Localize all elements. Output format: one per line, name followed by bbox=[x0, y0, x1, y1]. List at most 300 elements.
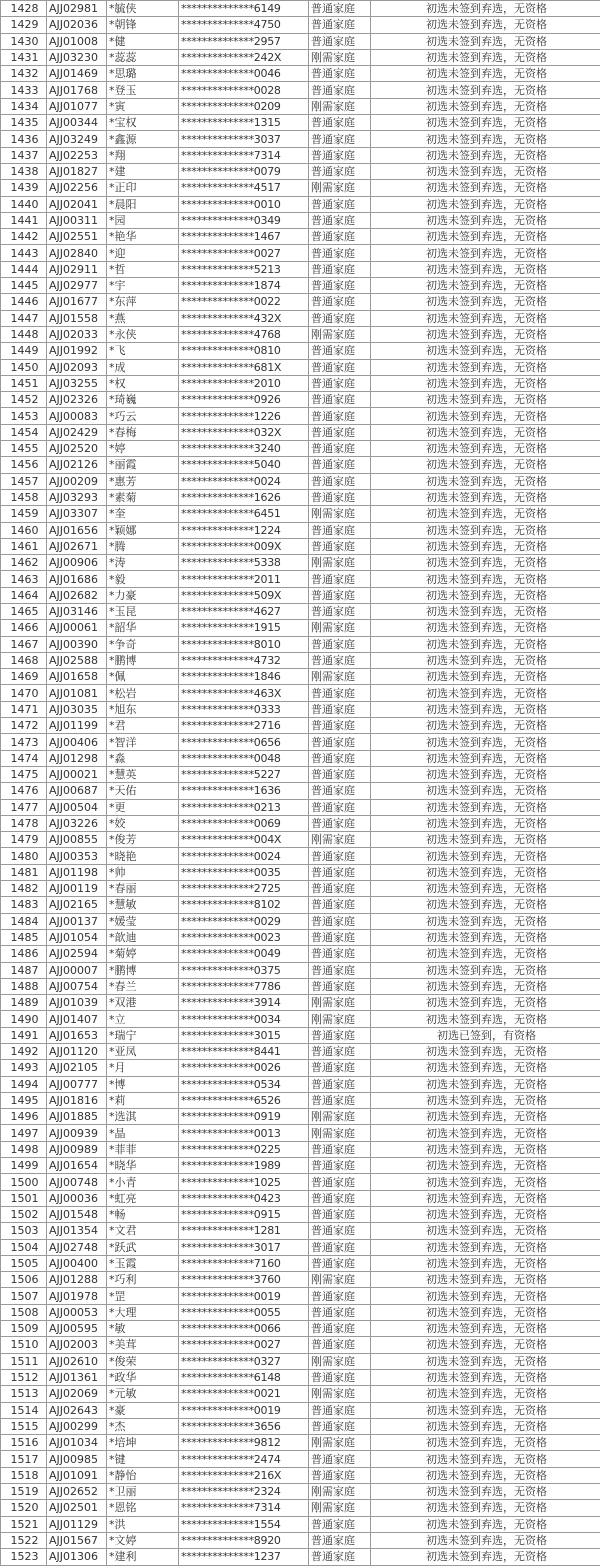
cell-serial-number: 1519 bbox=[1, 1484, 47, 1500]
cell-applicant-name: *跃武 bbox=[107, 1239, 179, 1255]
cell-serial-number: 1485 bbox=[1, 929, 47, 945]
table-row bbox=[1, 571, 600, 587]
cell-family-type: 刚需家庭 bbox=[309, 98, 371, 114]
cell-serial-number: 1496 bbox=[1, 1109, 47, 1125]
cell-qualification-status: 初选未签到弃选，无资格 bbox=[371, 1092, 600, 1108]
cell-qualification-status: 初选未签到弃选，无资格 bbox=[371, 212, 600, 228]
cell-family-type: 刚需家庭 bbox=[309, 1125, 371, 1141]
cell-masked-id-number: **************0034 bbox=[179, 1011, 309, 1027]
cell-masked-id-number: **************7314 bbox=[179, 1500, 309, 1516]
cell-serial-number: 1478 bbox=[1, 815, 47, 831]
cell-masked-id-number: **************1915 bbox=[179, 620, 309, 636]
cell-masked-id-number: **************0810 bbox=[179, 343, 309, 359]
cell-qualification-status: 初选已签到，有资格 bbox=[371, 1027, 600, 1043]
cell-masked-id-number: **************0010 bbox=[179, 196, 309, 212]
table-row bbox=[1, 359, 600, 375]
cell-family-type: 普通家庭 bbox=[309, 538, 371, 554]
table-row bbox=[1, 669, 600, 685]
cell-serial-number: 1446 bbox=[1, 294, 47, 310]
table-row bbox=[1, 555, 600, 571]
cell-qualification-status: 初选未签到弃选，无资格 bbox=[371, 115, 600, 131]
cell-masked-id-number: **************3914 bbox=[179, 995, 309, 1011]
cell-qualification-status: 初选未签到弃选，无资格 bbox=[371, 294, 600, 310]
cell-qualification-status: 初选未签到弃选，无资格 bbox=[371, 1467, 600, 1483]
cell-application-code: AJJ01548 bbox=[47, 1206, 107, 1222]
cell-application-code: AJJ00906 bbox=[47, 555, 107, 571]
table-row bbox=[1, 685, 600, 701]
cell-masked-id-number: **************0035 bbox=[179, 864, 309, 880]
cell-serial-number: 1472 bbox=[1, 718, 47, 734]
cell-qualification-status: 初选未签到弃选，无资格 bbox=[371, 1239, 600, 1255]
cell-masked-id-number: **************0055 bbox=[179, 1304, 309, 1320]
cell-qualification-status: 初选未签到弃选，无资格 bbox=[371, 1174, 600, 1190]
cell-serial-number: 1502 bbox=[1, 1206, 47, 1222]
cell-serial-number: 1445 bbox=[1, 278, 47, 294]
cell-family-type: 普通家庭 bbox=[309, 1451, 371, 1467]
cell-family-type: 刚需家庭 bbox=[309, 1109, 371, 1125]
cell-application-code: AJJ02748 bbox=[47, 1239, 107, 1255]
table-row bbox=[1, 424, 600, 440]
cell-applicant-name: *朝锋 bbox=[107, 17, 179, 33]
cell-masked-id-number: **************8102 bbox=[179, 897, 309, 913]
cell-qualification-status: 初选未签到弃选，无资格 bbox=[371, 848, 600, 864]
cell-masked-id-number: **************1226 bbox=[179, 408, 309, 424]
cell-qualification-status: 初选未签到弃选，无资格 bbox=[371, 506, 600, 522]
table-row bbox=[1, 1402, 600, 1418]
table-row bbox=[1, 1190, 600, 1206]
cell-applicant-name: *晨阳 bbox=[107, 196, 179, 212]
table-row bbox=[1, 1076, 600, 1092]
cell-masked-id-number: **************5040 bbox=[179, 457, 309, 473]
table-row bbox=[1, 832, 600, 848]
cell-application-code: AJJ02551 bbox=[47, 229, 107, 245]
cell-family-type: 普通家庭 bbox=[309, 1467, 371, 1483]
cell-qualification-status: 初选未签到弃选，无资格 bbox=[371, 1223, 600, 1239]
cell-application-code: AJJ00595 bbox=[47, 1321, 107, 1337]
cell-applicant-name: *鹏博 bbox=[107, 962, 179, 978]
cell-serial-number: 1504 bbox=[1, 1239, 47, 1255]
cell-qualification-status: 初选未签到弃选，无资格 bbox=[371, 1386, 600, 1402]
table-row bbox=[1, 750, 600, 766]
cell-family-type: 普通家庭 bbox=[309, 1402, 371, 1418]
cell-application-code: AJJ01567 bbox=[47, 1532, 107, 1548]
cell-masked-id-number: **************0024 bbox=[179, 848, 309, 864]
cell-qualification-status: 初选未签到弃选，无资格 bbox=[371, 441, 600, 457]
cell-family-type: 普通家庭 bbox=[309, 946, 371, 962]
cell-masked-id-number: **************1315 bbox=[179, 115, 309, 131]
cell-qualification-status: 初选未签到弃选，无资格 bbox=[371, 131, 600, 147]
cell-serial-number: 1433 bbox=[1, 82, 47, 98]
table-row bbox=[1, 1532, 600, 1548]
cell-masked-id-number: **************216X bbox=[179, 1467, 309, 1483]
table-body bbox=[1, 1, 600, 1566]
cell-application-code: AJJ02682 bbox=[47, 587, 107, 603]
table-row bbox=[1, 1500, 600, 1516]
cell-serial-number: 1434 bbox=[1, 98, 47, 114]
cell-applicant-name: *俊荣 bbox=[107, 1353, 179, 1369]
cell-serial-number: 1464 bbox=[1, 587, 47, 603]
cell-qualification-status: 初选未签到弃选，无资格 bbox=[371, 261, 600, 277]
table-row bbox=[1, 603, 600, 619]
cell-family-type: 刚需家庭 bbox=[309, 326, 371, 342]
cell-family-type: 普通家庭 bbox=[309, 1158, 371, 1174]
table-row bbox=[1, 1027, 600, 1043]
cell-application-code: AJJ02041 bbox=[47, 196, 107, 212]
table-row bbox=[1, 1386, 600, 1402]
cell-masked-id-number: **************4750 bbox=[179, 17, 309, 33]
cell-application-code: AJJ00390 bbox=[47, 636, 107, 652]
cell-application-code: AJJ01654 bbox=[47, 1158, 107, 1174]
cell-application-code: AJJ02105 bbox=[47, 1060, 107, 1076]
cell-masked-id-number: **************1467 bbox=[179, 229, 309, 245]
cell-serial-number: 1429 bbox=[1, 17, 47, 33]
cell-serial-number: 1466 bbox=[1, 620, 47, 636]
cell-qualification-status: 初选未签到弃选，无资格 bbox=[371, 750, 600, 766]
cell-applicant-name: *政华 bbox=[107, 1369, 179, 1385]
cell-application-code: AJJ02671 bbox=[47, 538, 107, 554]
cell-serial-number: 1455 bbox=[1, 441, 47, 457]
cell-qualification-status: 初选未签到弃选，无资格 bbox=[371, 1109, 600, 1125]
cell-application-code: AJJ00137 bbox=[47, 913, 107, 929]
table-row bbox=[1, 897, 600, 913]
cell-masked-id-number: **************0349 bbox=[179, 212, 309, 228]
cell-application-code: AJJ00053 bbox=[47, 1304, 107, 1320]
cell-application-code: AJJ02003 bbox=[47, 1337, 107, 1353]
cell-qualification-status: 初选未签到弃选，无资格 bbox=[371, 326, 600, 342]
cell-qualification-status: 初选未签到弃选，无资格 bbox=[371, 929, 600, 945]
table-row bbox=[1, 278, 600, 294]
cell-applicant-name: *健 bbox=[107, 33, 179, 49]
cell-serial-number: 1475 bbox=[1, 766, 47, 782]
cell-serial-number: 1443 bbox=[1, 245, 47, 261]
table-row bbox=[1, 881, 600, 897]
table-row bbox=[1, 66, 600, 82]
cell-applicant-name: *博 bbox=[107, 1076, 179, 1092]
cell-masked-id-number: **************0375 bbox=[179, 962, 309, 978]
cell-applicant-name: *佩 bbox=[107, 669, 179, 685]
table-row bbox=[1, 1484, 600, 1500]
cell-masked-id-number: **************8920 bbox=[179, 1532, 309, 1548]
cell-applicant-name: *争奇 bbox=[107, 636, 179, 652]
cell-application-code: AJJ02588 bbox=[47, 652, 107, 668]
cell-qualification-status: 初选未签到弃选，无资格 bbox=[371, 538, 600, 554]
cell-applicant-name: *玉霞 bbox=[107, 1255, 179, 1271]
cell-family-type: 刚需家庭 bbox=[309, 832, 371, 848]
cell-application-code: AJJ01558 bbox=[47, 310, 107, 326]
cell-applicant-name: *立 bbox=[107, 1011, 179, 1027]
cell-family-type: 普通家庭 bbox=[309, 652, 371, 668]
cell-serial-number: 1498 bbox=[1, 1141, 47, 1157]
cell-family-type: 普通家庭 bbox=[309, 1549, 371, 1565]
cell-serial-number: 1503 bbox=[1, 1223, 47, 1239]
cell-family-type: 普通家庭 bbox=[309, 571, 371, 587]
cell-application-code: AJJ00209 bbox=[47, 473, 107, 489]
cell-serial-number: 1506 bbox=[1, 1272, 47, 1288]
cell-masked-id-number: **************0022 bbox=[179, 294, 309, 310]
cell-applicant-name: *鹏博 bbox=[107, 652, 179, 668]
cell-serial-number: 1516 bbox=[1, 1435, 47, 1451]
cell-serial-number: 1507 bbox=[1, 1288, 47, 1304]
cell-family-type: 刚需家庭 bbox=[309, 1435, 371, 1451]
cell-application-code: AJJ02501 bbox=[47, 1500, 107, 1516]
cell-serial-number: 1490 bbox=[1, 1011, 47, 1027]
cell-application-code: AJJ01198 bbox=[47, 864, 107, 880]
cell-qualification-status: 初选未签到弃选，无资格 bbox=[371, 701, 600, 717]
cell-applicant-name: *淼 bbox=[107, 750, 179, 766]
cell-masked-id-number: **************0069 bbox=[179, 815, 309, 831]
cell-applicant-name: *罡 bbox=[107, 1288, 179, 1304]
cell-applicant-name: *美茸 bbox=[107, 1337, 179, 1353]
table-row bbox=[1, 1, 600, 17]
cell-qualification-status: 初选未签到弃选，无资格 bbox=[371, 1516, 600, 1532]
cell-qualification-status: 初选未签到弃选，无资格 bbox=[371, 636, 600, 652]
cell-applicant-name: *巧云 bbox=[107, 408, 179, 424]
table-row bbox=[1, 636, 600, 652]
cell-application-code: AJJ01686 bbox=[47, 571, 107, 587]
cell-application-code: AJJ03249 bbox=[47, 131, 107, 147]
cell-family-type: 普通家庭 bbox=[309, 310, 371, 326]
cell-masked-id-number: **************2324 bbox=[179, 1484, 309, 1500]
cell-applicant-name: *春兰 bbox=[107, 978, 179, 994]
cell-serial-number: 1509 bbox=[1, 1321, 47, 1337]
cell-qualification-status: 初选未签到弃选，无资格 bbox=[371, 766, 600, 782]
cell-qualification-status: 初选未签到弃选，无资格 bbox=[371, 1500, 600, 1516]
cell-applicant-name: *慧英 bbox=[107, 766, 179, 782]
cell-family-type: 刚需家庭 bbox=[309, 1386, 371, 1402]
cell-family-type: 普通家庭 bbox=[309, 1321, 371, 1337]
cell-application-code: AJJ01034 bbox=[47, 1435, 107, 1451]
cell-applicant-name: *建 bbox=[107, 163, 179, 179]
cell-serial-number: 1520 bbox=[1, 1500, 47, 1516]
cell-application-code: AJJ01091 bbox=[47, 1467, 107, 1483]
cell-masked-id-number: **************0079 bbox=[179, 163, 309, 179]
cell-masked-id-number: **************009X bbox=[179, 538, 309, 554]
cell-application-code: AJJ02429 bbox=[47, 424, 107, 440]
cell-serial-number: 1469 bbox=[1, 669, 47, 685]
cell-applicant-name: *翔 bbox=[107, 147, 179, 163]
cell-applicant-name: *晓华 bbox=[107, 1158, 179, 1174]
cell-applicant-name: *静怡 bbox=[107, 1467, 179, 1483]
cell-qualification-status: 初选未签到弃选，无资格 bbox=[371, 147, 600, 163]
cell-application-code: AJJ01199 bbox=[47, 718, 107, 734]
cell-family-type: 普通家庭 bbox=[309, 424, 371, 440]
cell-application-code: AJJ00748 bbox=[47, 1174, 107, 1190]
cell-family-type: 普通家庭 bbox=[309, 1, 371, 17]
table-row bbox=[1, 82, 600, 98]
cell-masked-id-number: **************0019 bbox=[179, 1402, 309, 1418]
cell-qualification-status: 初选未签到弃选，无资格 bbox=[371, 995, 600, 1011]
cell-qualification-status: 初选未签到弃选，无资格 bbox=[371, 82, 600, 98]
cell-application-code: AJJ02126 bbox=[47, 457, 107, 473]
cell-family-type: 普通家庭 bbox=[309, 1288, 371, 1304]
table-row bbox=[1, 1288, 600, 1304]
cell-serial-number: 1497 bbox=[1, 1125, 47, 1141]
cell-serial-number: 1476 bbox=[1, 783, 47, 799]
cell-applicant-name: *小青 bbox=[107, 1174, 179, 1190]
cell-applicant-name: *文君 bbox=[107, 1223, 179, 1239]
cell-serial-number: 1463 bbox=[1, 571, 47, 587]
cell-application-code: AJJ01039 bbox=[47, 995, 107, 1011]
cell-masked-id-number: **************0029 bbox=[179, 913, 309, 929]
cell-masked-id-number: **************0027 bbox=[179, 1337, 309, 1353]
cell-qualification-status: 初选未签到弃选，无资格 bbox=[371, 1255, 600, 1271]
table-row bbox=[1, 294, 600, 310]
cell-masked-id-number: **************2725 bbox=[179, 881, 309, 897]
cell-qualification-status: 初选未签到弃选，无资格 bbox=[371, 424, 600, 440]
table-row bbox=[1, 489, 600, 505]
cell-serial-number: 1508 bbox=[1, 1304, 47, 1320]
cell-qualification-status: 初选未签到弃选，无资格 bbox=[371, 1435, 600, 1451]
cell-serial-number: 1481 bbox=[1, 864, 47, 880]
table-row bbox=[1, 1223, 600, 1239]
cell-application-code: AJJ00353 bbox=[47, 848, 107, 864]
cell-qualification-status: 初选未签到弃选，无资格 bbox=[371, 620, 600, 636]
cell-applicant-name: *建利 bbox=[107, 1549, 179, 1565]
cell-qualification-status: 初选未签到弃选，无资格 bbox=[371, 180, 600, 196]
cell-applicant-name: *艳华 bbox=[107, 229, 179, 245]
cell-serial-number: 1518 bbox=[1, 1467, 47, 1483]
cell-qualification-status: 初选未签到弃选，无资格 bbox=[371, 1418, 600, 1434]
cell-serial-number: 1514 bbox=[1, 1402, 47, 1418]
cell-masked-id-number: **************5213 bbox=[179, 261, 309, 277]
cell-masked-id-number: **************0048 bbox=[179, 750, 309, 766]
cell-qualification-status: 初选未签到弃选，无资格 bbox=[371, 1060, 600, 1076]
cell-qualification-status: 初选未签到弃选，无资格 bbox=[371, 343, 600, 359]
cell-qualification-status: 初选未签到弃选，无资格 bbox=[371, 1321, 600, 1337]
cell-qualification-status: 初选未签到弃选，无资格 bbox=[371, 1337, 600, 1353]
cell-serial-number: 1491 bbox=[1, 1027, 47, 1043]
table-row bbox=[1, 392, 600, 408]
cell-application-code: AJJ01407 bbox=[47, 1011, 107, 1027]
cell-family-type: 普通家庭 bbox=[309, 131, 371, 147]
cell-application-code: AJJ01288 bbox=[47, 1272, 107, 1288]
cell-masked-id-number: **************0019 bbox=[179, 1288, 309, 1304]
table-row bbox=[1, 1109, 600, 1125]
cell-serial-number: 1488 bbox=[1, 978, 47, 994]
cell-serial-number: 1465 bbox=[1, 603, 47, 619]
cell-qualification-status: 初选未签到弃选，无资格 bbox=[371, 1044, 600, 1060]
cell-masked-id-number: **************0926 bbox=[179, 392, 309, 408]
cell-masked-id-number: **************1025 bbox=[179, 1174, 309, 1190]
cell-masked-id-number: **************3037 bbox=[179, 131, 309, 147]
table-row bbox=[1, 522, 600, 538]
cell-applicant-name: *琦巍 bbox=[107, 392, 179, 408]
cell-masked-id-number: **************1281 bbox=[179, 1223, 309, 1239]
cell-application-code: AJJ01658 bbox=[47, 669, 107, 685]
cell-masked-id-number: **************432X bbox=[179, 310, 309, 326]
cell-applicant-name: *畅 bbox=[107, 1206, 179, 1222]
cell-qualification-status: 初选未签到弃选，无资格 bbox=[371, 1288, 600, 1304]
cell-serial-number: 1470 bbox=[1, 685, 47, 701]
cell-serial-number: 1438 bbox=[1, 163, 47, 179]
cell-family-type: 普通家庭 bbox=[309, 229, 371, 245]
cell-family-type: 刚需家庭 bbox=[309, 555, 371, 571]
cell-serial-number: 1486 bbox=[1, 946, 47, 962]
table-row bbox=[1, 163, 600, 179]
cell-applicant-name: *永侠 bbox=[107, 326, 179, 342]
cell-serial-number: 1460 bbox=[1, 522, 47, 538]
cell-masked-id-number: **************0023 bbox=[179, 929, 309, 945]
cell-serial-number: 1513 bbox=[1, 1386, 47, 1402]
cell-applicant-name: *慧敏 bbox=[107, 897, 179, 913]
cell-serial-number: 1473 bbox=[1, 734, 47, 750]
cell-applicant-name: *园 bbox=[107, 212, 179, 228]
cell-serial-number: 1458 bbox=[1, 489, 47, 505]
cell-applicant-name: *莉 bbox=[107, 1092, 179, 1108]
cell-serial-number: 1462 bbox=[1, 555, 47, 571]
cell-masked-id-number: **************1554 bbox=[179, 1516, 309, 1532]
cell-serial-number: 1454 bbox=[1, 424, 47, 440]
cell-serial-number: 1468 bbox=[1, 652, 47, 668]
cell-application-code: AJJ01978 bbox=[47, 1288, 107, 1304]
cell-masked-id-number: **************0327 bbox=[179, 1353, 309, 1369]
cell-masked-id-number: **************0225 bbox=[179, 1141, 309, 1157]
cell-applicant-name: *君 bbox=[107, 718, 179, 734]
cell-applicant-name: *寅 bbox=[107, 98, 179, 114]
cell-application-code: AJJ01361 bbox=[47, 1369, 107, 1385]
table-row bbox=[1, 978, 600, 994]
table-row bbox=[1, 196, 600, 212]
cell-family-type: 普通家庭 bbox=[309, 375, 371, 391]
cell-masked-id-number: **************509X bbox=[179, 587, 309, 603]
cell-qualification-status: 初选未签到弃选，无资格 bbox=[371, 522, 600, 538]
cell-applicant-name: *洪 bbox=[107, 1516, 179, 1532]
cell-qualification-status: 初选未签到弃选，无资格 bbox=[371, 408, 600, 424]
cell-masked-id-number: **************9812 bbox=[179, 1435, 309, 1451]
cell-family-type: 普通家庭 bbox=[309, 278, 371, 294]
cell-qualification-status: 初选未签到弃选，无资格 bbox=[371, 163, 600, 179]
table-row bbox=[1, 1451, 600, 1467]
cell-qualification-status: 初选未签到弃选，无资格 bbox=[371, 1353, 600, 1369]
cell-family-type: 普通家庭 bbox=[309, 897, 371, 913]
cell-masked-id-number: **************1989 bbox=[179, 1158, 309, 1174]
cell-serial-number: 1442 bbox=[1, 229, 47, 245]
cell-qualification-status: 初选未签到弃选，无资格 bbox=[371, 946, 600, 962]
cell-serial-number: 1452 bbox=[1, 392, 47, 408]
cell-serial-number: 1495 bbox=[1, 1092, 47, 1108]
table-row bbox=[1, 1369, 600, 1385]
cell-family-type: 普通家庭 bbox=[309, 881, 371, 897]
cell-application-code: AJJ00777 bbox=[47, 1076, 107, 1092]
cell-application-code: AJJ01816 bbox=[47, 1092, 107, 1108]
cell-masked-id-number: **************1636 bbox=[179, 783, 309, 799]
cell-masked-id-number: **************6526 bbox=[179, 1092, 309, 1108]
cell-masked-id-number: **************3015 bbox=[179, 1027, 309, 1043]
cell-masked-id-number: **************6451 bbox=[179, 506, 309, 522]
cell-application-code: AJJ03146 bbox=[47, 603, 107, 619]
cell-masked-id-number: **************0656 bbox=[179, 734, 309, 750]
cell-applicant-name: *大理 bbox=[107, 1304, 179, 1320]
cell-application-code: AJJ01081 bbox=[47, 685, 107, 701]
cell-family-type: 普通家庭 bbox=[309, 603, 371, 619]
table-row bbox=[1, 929, 600, 945]
cell-masked-id-number: **************7786 bbox=[179, 978, 309, 994]
cell-serial-number: 1430 bbox=[1, 33, 47, 49]
cell-application-code: AJJ02256 bbox=[47, 180, 107, 196]
table-row bbox=[1, 799, 600, 815]
cell-family-type: 普通家庭 bbox=[309, 587, 371, 603]
cell-application-code: AJJ02652 bbox=[47, 1484, 107, 1500]
cell-masked-id-number: **************5338 bbox=[179, 555, 309, 571]
cell-masked-id-number: **************8010 bbox=[179, 636, 309, 652]
cell-masked-id-number: **************4768 bbox=[179, 326, 309, 342]
cell-masked-id-number: **************242X bbox=[179, 49, 309, 65]
cell-masked-id-number: **************6148 bbox=[179, 1369, 309, 1385]
cell-masked-id-number: **************4732 bbox=[179, 652, 309, 668]
cell-family-type: 普通家庭 bbox=[309, 522, 371, 538]
table-row bbox=[1, 1418, 600, 1434]
table-row bbox=[1, 343, 600, 359]
